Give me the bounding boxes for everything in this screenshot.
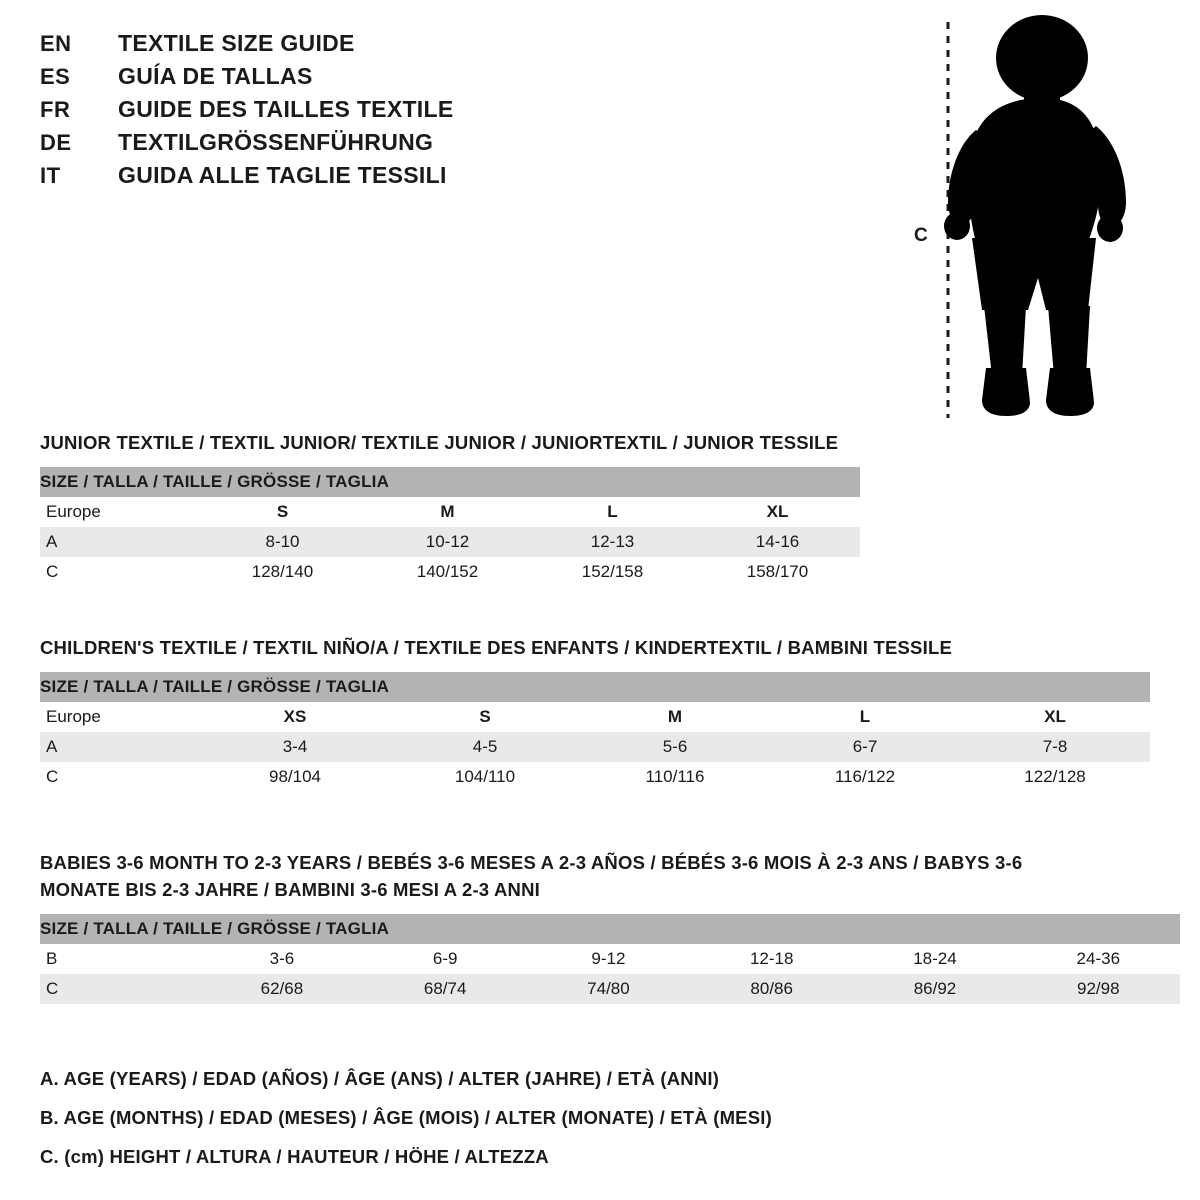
cell: M xyxy=(365,497,530,527)
cell: 122/128 xyxy=(960,762,1150,792)
cell: 6-9 xyxy=(364,944,527,974)
cell: 12-13 xyxy=(530,527,695,557)
cell: 128/140 xyxy=(200,557,365,587)
language-title: GUÍA DE TALLAS xyxy=(118,63,313,89)
row-label: C xyxy=(40,762,200,792)
table-row xyxy=(40,732,1150,762)
table-row xyxy=(40,527,860,557)
table-row xyxy=(40,944,1180,974)
title-block xyxy=(40,30,860,195)
row-label: B xyxy=(40,944,200,974)
cell: XL xyxy=(695,497,860,527)
title-row xyxy=(40,63,860,90)
title-row xyxy=(40,129,860,156)
cell: 7-8 xyxy=(960,732,1150,762)
size-header-label: SIZE / TALLA / TAILLE / GRÖSSE / TAGLIA xyxy=(40,672,1150,702)
title-row xyxy=(40,96,860,123)
cell: 158/170 xyxy=(695,557,860,587)
cell: M xyxy=(580,702,770,732)
row-label: C xyxy=(40,974,200,1004)
cell: 74/80 xyxy=(527,974,690,1004)
child-figure xyxy=(900,10,1160,430)
cell: 110/116 xyxy=(580,762,770,792)
table-row xyxy=(40,762,1150,792)
table-header-row xyxy=(40,914,1180,944)
cell: 86/92 xyxy=(853,974,1016,1004)
cell: 80/86 xyxy=(690,974,853,1004)
cell: 5-6 xyxy=(580,732,770,762)
language-code: DE xyxy=(40,130,72,155)
height-measure-label: C xyxy=(914,225,928,246)
section-babies xyxy=(40,850,1180,1004)
table-row xyxy=(40,702,1150,732)
babies-size-table xyxy=(40,914,1180,1004)
cell: 62/68 xyxy=(200,974,363,1004)
legend-line-c: C. (cm) HEIGHT / ALTURA / HAUTEUR / HÖHE / ALTEZZA xyxy=(40,1146,549,1167)
table-row xyxy=(40,497,860,527)
cell: 9-12 xyxy=(527,944,690,974)
cell: XL xyxy=(960,702,1150,732)
cell: L xyxy=(770,702,960,732)
cell: 6-7 xyxy=(770,732,960,762)
language-code: ES xyxy=(40,64,71,89)
language-title: GUIDA ALLE TAGLIE TESSILI xyxy=(118,162,447,188)
table-header-row xyxy=(40,672,1150,702)
cell: 3-4 xyxy=(200,732,390,762)
cell: S xyxy=(390,702,580,732)
size-header-label: SIZE / TALLA / TAILLE / GRÖSSE / TAGLIA xyxy=(40,914,1180,944)
cell: 8-10 xyxy=(200,527,365,557)
cell: 116/122 xyxy=(770,762,960,792)
legend-line-a: A. AGE (YEARS) / EDAD (AÑOS) / ÂGE (ANS) / ALTER (JAHRE) / ETÀ (ANNI) xyxy=(40,1068,720,1089)
legend-line-b: B. AGE (MONTHS) / EDAD (MESES) / ÂGE (MOIS) / ALTER (MONATE) / ETÀ (MESI) xyxy=(40,1107,772,1128)
row-label: A xyxy=(40,527,200,557)
row-label: A xyxy=(40,732,200,762)
cell: 104/110 xyxy=(390,762,580,792)
table-row xyxy=(40,557,860,587)
section-junior xyxy=(40,430,860,587)
language-title: TEXTILE SIZE GUIDE xyxy=(118,30,355,56)
cell: 3-6 xyxy=(200,944,363,974)
child-silhouette-icon xyxy=(900,10,1160,430)
cell: 18-24 xyxy=(853,944,1016,974)
legend-block xyxy=(40,1068,1140,1185)
row-label: Europe xyxy=(40,702,200,732)
cell: 12-18 xyxy=(690,944,853,974)
section-children xyxy=(40,635,1150,792)
section-title: BABIES 3-6 MONTH TO 2-3 YEARS / BEBÉS 3-6 MESES A 2-3 AÑOS / BÉBÉS 3-6 MOIS À 2-3 ANS / BABYS 3-6 MONATE BIS 2-3 JAHRE / BAMBINI 3-6 MESI A 2-3 ANNI xyxy=(40,852,1023,900)
cell: 14-16 xyxy=(695,527,860,557)
junior-size-table xyxy=(40,467,860,587)
cell: XS xyxy=(200,702,390,732)
cell: S xyxy=(200,497,365,527)
table-row xyxy=(40,974,1180,1004)
cell: 68/74 xyxy=(364,974,527,1004)
table-header-row xyxy=(40,467,860,497)
cell: 10-12 xyxy=(365,527,530,557)
section-title: CHILDREN'S TEXTILE / TEXTIL NIÑO/A / TEXTILE DES ENFANTS / KINDERTEXTIL / BAMBINI TESSILE xyxy=(40,637,952,658)
title-row xyxy=(40,30,860,57)
language-title: GUIDE DES TAILLES TEXTILE xyxy=(118,96,454,122)
row-label: Europe xyxy=(40,497,200,527)
language-code: IT xyxy=(40,163,61,188)
language-title: TEXTILGRÖSSENFÜHRUNG xyxy=(118,129,434,155)
language-code: FR xyxy=(40,97,71,122)
cell: 98/104 xyxy=(200,762,390,792)
cell: 140/152 xyxy=(365,557,530,587)
children-size-table xyxy=(40,672,1150,792)
cell: 92/98 xyxy=(1017,974,1180,1004)
title-row xyxy=(40,162,860,189)
cell: 24-36 xyxy=(1017,944,1180,974)
cell: 4-5 xyxy=(390,732,580,762)
row-label: C xyxy=(40,557,200,587)
cell: L xyxy=(530,497,695,527)
size-header-label: SIZE / TALLA / TAILLE / GRÖSSE / TAGLIA xyxy=(40,467,860,497)
section-title: JUNIOR TEXTILE / TEXTIL JUNIOR/ TEXTILE JUNIOR / JUNIORTEXTIL / JUNIOR TESSILE xyxy=(40,432,839,453)
language-code: EN xyxy=(40,31,72,56)
cell: 152/158 xyxy=(530,557,695,587)
